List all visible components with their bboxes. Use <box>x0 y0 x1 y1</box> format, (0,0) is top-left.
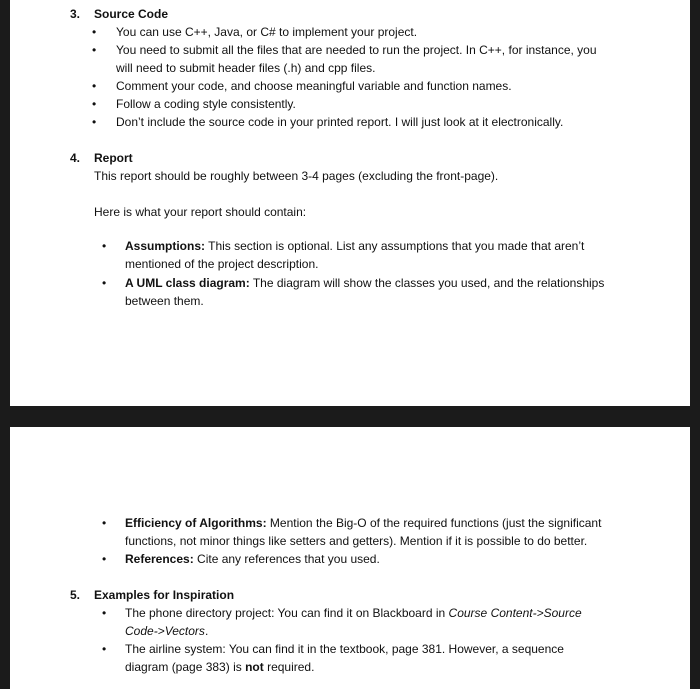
report-item-assumptions-line-2: mentioned of the project description. <box>125 257 319 271</box>
bullet-icon: • <box>92 115 97 129</box>
bullet-icon: • <box>102 276 107 290</box>
inspiration-item-text: The phone directory project: You can find it on Blackboard in <box>125 606 449 620</box>
bullet-icon: • <box>102 642 107 656</box>
section-4-lead: Here is what your report should contain: <box>94 205 307 219</box>
report-item-text: Mention the Big-O of the required functions (just the significant <box>266 516 602 530</box>
bullet-icon: • <box>92 43 97 57</box>
report-item-assumptions <box>125 238 584 255</box>
inspiration-item-emphasis: not <box>245 660 264 674</box>
bullet-icon: • <box>92 25 97 39</box>
bullet-icon: • <box>102 552 107 566</box>
report-item-label: A UML class diagram: <box>125 276 250 290</box>
section-3-item-5: Don’t include the source code in your printed report. I will just look at it electronically. <box>116 115 564 129</box>
bullet-icon: • <box>102 606 107 620</box>
inspiration-item-text: required. <box>263 660 315 674</box>
report-item-text: This section is optional. List any assumptions that you made that aren’t <box>205 239 585 253</box>
report-item-text: The diagram will show the classes you used, and the relationships <box>249 276 605 290</box>
inspiration-item-path: Course Content->Source <box>448 606 582 620</box>
bullet-icon: • <box>102 239 107 253</box>
report-item-label: Efficiency of Algorithms: <box>125 516 267 530</box>
bullet-icon: • <box>92 79 97 93</box>
bullet-icon: • <box>92 97 97 111</box>
report-item-label: References: <box>125 552 194 566</box>
section-4-number: 4. <box>70 151 81 165</box>
section-3-number: 3. <box>70 7 81 21</box>
inspiration-item-airline-line-2 <box>125 659 314 676</box>
section-3-item-4: Follow a coding style consistently. <box>116 97 296 111</box>
section-5-heading: Examples for Inspiration <box>94 588 235 602</box>
report-item-efficiency <box>125 515 601 532</box>
inspiration-item-phone-directory <box>125 605 582 622</box>
report-item-efficiency-line-2: functions, not minor things like setters and getters). Mention if it is possible to do better. <box>125 534 588 548</box>
section-3-item-3: Comment your code, and choose meaningful variable and function names. <box>116 79 512 93</box>
inspiration-item-phone-directory-line-2 <box>125 623 208 640</box>
section-3-item-1: You can use C++, Java, or C# to implement your project. <box>116 25 418 39</box>
document-page-1 <box>10 0 690 406</box>
report-item-uml <box>125 275 604 292</box>
inspiration-item-path: Code->Vectors <box>125 624 205 638</box>
report-item-text: Cite any references that you used. <box>193 552 380 566</box>
report-item-label: Assumptions: <box>125 239 206 253</box>
report-item-references <box>125 551 380 568</box>
section-3-heading: Source Code <box>94 7 169 21</box>
bullet-icon: • <box>102 516 107 530</box>
section-4-heading: Report <box>94 151 133 165</box>
section-5-number: 5. <box>70 588 81 602</box>
report-item-uml-line-2: between them. <box>125 294 204 308</box>
section-4-intro: This report should be roughly between 3-4 pages (excluding the front-page). <box>94 169 499 183</box>
inspiration-item-airline: The airline system: You can find it in the textbook, page 381. However, a sequence <box>125 642 564 656</box>
section-3-item-2-line-1: You need to submit all the files that are needed to run the project. In C++, for instance, you <box>116 43 597 57</box>
inspiration-item-end: . <box>204 624 209 638</box>
section-3-item-2-line-2: will need to submit header files (.h) and cpp files. <box>116 61 376 75</box>
inspiration-item-text: diagram (page 383) is <box>125 660 246 674</box>
document-page-2 <box>10 427 690 689</box>
